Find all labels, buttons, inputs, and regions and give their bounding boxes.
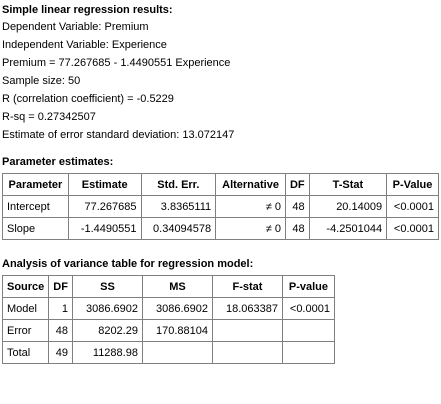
table-cell: 77.267685 bbox=[68, 196, 141, 218]
table-cell: -4.2501044 bbox=[309, 218, 386, 240]
table-cell: 8202.29 bbox=[72, 320, 142, 342]
independent-variable-line: Independent Variable: Experience bbox=[2, 39, 167, 51]
table-cell: <0.0001 bbox=[282, 298, 334, 320]
dependent-variable-line: Dependent Variable: Premium bbox=[2, 21, 149, 33]
regression-output bbox=[2, 2, 439, 364]
anova-table bbox=[2, 275, 335, 364]
table-cell: 48 bbox=[49, 320, 73, 342]
error-std-dev-line: Estimate of error standard deviation: 13.072147 bbox=[2, 129, 235, 141]
table-cell: 11288.98 bbox=[72, 342, 142, 364]
table-cell bbox=[142, 342, 212, 364]
column-header: T-Stat bbox=[309, 174, 386, 196]
column-header: Alternative bbox=[216, 174, 286, 196]
column-header: P-Value bbox=[387, 174, 439, 196]
table-row bbox=[3, 218, 439, 240]
table-cell: 0.34094578 bbox=[141, 218, 216, 240]
summary-block bbox=[2, 18, 439, 144]
table-cell: 3086.6902 bbox=[142, 298, 212, 320]
table-cell: <0.0001 bbox=[387, 218, 439, 240]
table-cell: -1.4490551 bbox=[68, 218, 141, 240]
table-cell bbox=[212, 342, 282, 364]
table-cell: <0.0001 bbox=[387, 196, 439, 218]
table-row bbox=[3, 196, 439, 218]
table-cell: 3.8365111 bbox=[141, 196, 216, 218]
column-header: Std. Err. bbox=[141, 174, 216, 196]
table-row bbox=[3, 342, 335, 364]
column-header: MS bbox=[142, 276, 212, 298]
column-header: SS bbox=[72, 276, 142, 298]
table-cell: Slope bbox=[3, 218, 69, 240]
regression-equation-line: Premium = 77.267685 - 1.4490551 Experience bbox=[2, 57, 231, 69]
parameter-estimates-heading: Parameter estimates: bbox=[2, 156, 114, 168]
table-cell: Total bbox=[3, 342, 49, 364]
correlation-coefficient-line: R (correlation coefficient) = -0.5229 bbox=[2, 93, 174, 105]
table-cell: 48 bbox=[285, 218, 309, 240]
table-header-row bbox=[3, 276, 335, 298]
table-cell: 49 bbox=[49, 342, 73, 364]
table-cell: 18.063387 bbox=[212, 298, 282, 320]
table-cell: Intercept bbox=[3, 196, 69, 218]
table-cell bbox=[212, 320, 282, 342]
table-cell: 170.88104 bbox=[142, 320, 212, 342]
column-header: Source bbox=[3, 276, 49, 298]
column-header: DF bbox=[49, 276, 73, 298]
table-row bbox=[3, 320, 335, 342]
column-header: DF bbox=[285, 174, 309, 196]
table-cell bbox=[282, 320, 334, 342]
table-cell: Error bbox=[3, 320, 49, 342]
summary-heading: Simple linear regression results: bbox=[2, 4, 173, 16]
table-cell: Model bbox=[3, 298, 49, 320]
table-cell: ≠ 0 bbox=[216, 218, 286, 240]
r-squared-line: R-sq = 0.27342507 bbox=[2, 111, 96, 123]
parameter-estimates-table bbox=[2, 173, 439, 240]
table-cell: ≠ 0 bbox=[216, 196, 286, 218]
table-cell: 3086.6902 bbox=[72, 298, 142, 320]
table-cell: 20.14009 bbox=[309, 196, 386, 218]
column-header: Parameter bbox=[3, 174, 69, 196]
table-cell: 1 bbox=[49, 298, 73, 320]
table-cell: 48 bbox=[285, 196, 309, 218]
anova-heading: Analysis of variance table for regression model: bbox=[2, 258, 254, 270]
column-header: Estimate bbox=[68, 174, 141, 196]
table-cell bbox=[282, 342, 334, 364]
column-header: F-stat bbox=[212, 276, 282, 298]
table-header-row bbox=[3, 174, 439, 196]
table-row bbox=[3, 298, 335, 320]
column-header: P-value bbox=[282, 276, 334, 298]
sample-size-line: Sample size: 50 bbox=[2, 75, 81, 87]
